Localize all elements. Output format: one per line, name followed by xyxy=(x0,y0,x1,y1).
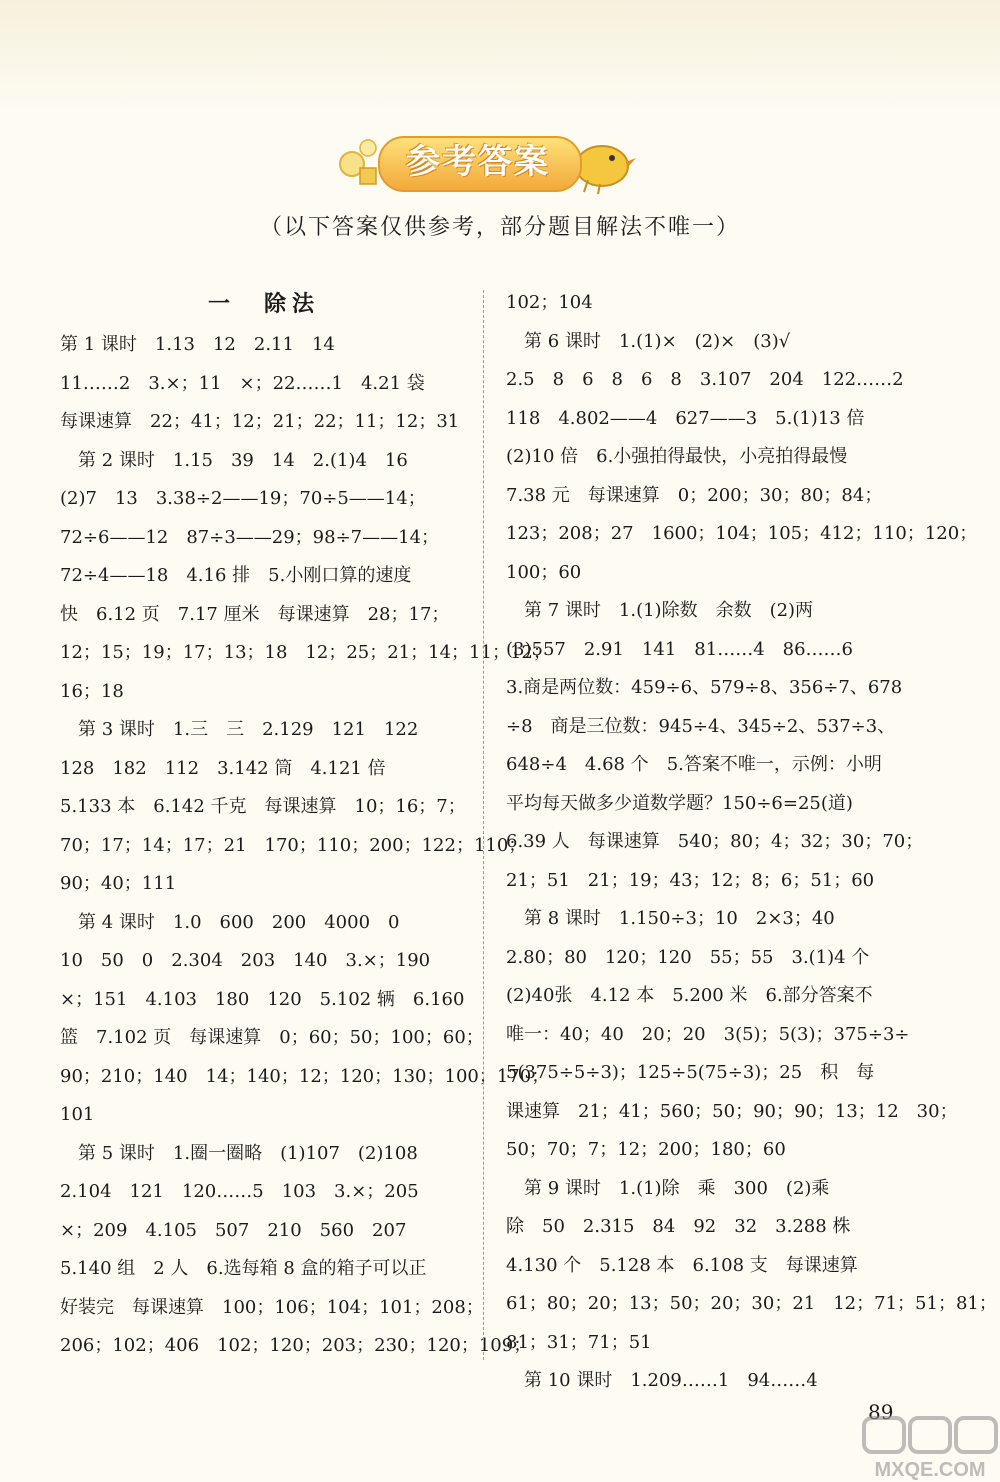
answer-line: 5(375÷5÷3)；125÷5(75÷3)；25 积 每 xyxy=(506,1062,875,1083)
answer-line: 平均每天做多少道数学题？150÷6=25(道) xyxy=(506,792,853,814)
section-title: 一 除法 xyxy=(207,291,320,317)
answer-line: 7.38 元 每课速算 0；200；30；80；84； xyxy=(506,484,883,506)
answer-line: 第 5 课时 1.圈一圈略 (1)107 (2)108 xyxy=(60,1142,418,1164)
answer-line: 好装完 每课速算 100；106；104；101；208； xyxy=(60,1296,484,1318)
answer-line: (3)557 2.91 141 81……4 86……6 xyxy=(506,638,854,660)
answer-line: 61；80；20；13；50；20；30；21 12；71；51；81； xyxy=(506,1293,997,1314)
answer-line: 第 4 课时 1.0 600 200 4000 0 xyxy=(60,911,400,933)
answer-line: (2)7 13 3.38÷2——19；70÷5——14； xyxy=(60,488,426,509)
answer-line: 课速算 21；41；560；50；90；90；13；12 30； xyxy=(506,1100,958,1122)
answer-line: 21；51 21；19；43；12；8；6；51；60 xyxy=(506,869,875,891)
answer-line: 篮 7.102 页 每课速算 0；60；50；100；60； xyxy=(60,1027,484,1048)
answer-line: 5.133 本 6.142 千克 每课速算 10；16；7； xyxy=(60,796,466,817)
answer-line: 123；208；27 1600；104；105；412；110；120； xyxy=(506,523,978,544)
answer-line: 102；104 xyxy=(506,292,593,313)
answer-line: 6.39 人 每课速算 540；80；4；32；30；70； xyxy=(506,831,924,852)
answer-line: ÷8 商是三位数：945÷4、345÷2、537÷3、 xyxy=(506,715,896,737)
answer-line: 101 xyxy=(60,1104,95,1125)
answer-line: 5.140 组 2 人 6.选每箱 8 盒的箱子可以正 xyxy=(60,1258,427,1279)
answer-line: ×；151 4.103 180 120 5.102 辆 6.160 xyxy=(60,988,465,1010)
answer-line: 唯一：40；40 20；20 3(5)；5(3)；375÷3÷ xyxy=(506,1023,910,1045)
answer-line: 第 3 课时 1.三 三 2.129 121 122 xyxy=(60,719,419,740)
answer-line: ×；209 4.105 507 210 560 207 xyxy=(60,1219,407,1241)
answer-line: 10 50 0 2.304 203 140 3.×；190 xyxy=(60,950,431,971)
watermark-text: MXQE.COM xyxy=(874,1459,986,1481)
answer-line: (2)10 倍 6.小强拍得最快，小亮拍得最慢 xyxy=(506,446,848,467)
answer-line: 90；40；111 xyxy=(60,873,177,894)
answer-line: 第 2 课时 1.15 39 14 2.(1)4 16 xyxy=(60,449,408,471)
answer-line: 206；102；406 102；120；203；230；120；109； xyxy=(60,1335,532,1356)
answer-line: 第 9 课时 1.(1)除 乘 300 (2)乘 xyxy=(506,1177,830,1199)
answer-banner xyxy=(330,128,640,198)
answer-line: 2.104 121 120……5 103 3.×；205 xyxy=(60,1181,419,1202)
answer-line: 16；18 xyxy=(60,680,124,702)
answer-line: 3.商是两位数：459÷6、579÷8、356÷7、678 xyxy=(506,677,903,698)
answer-line: 每课速算 22；41；12；21；22；11；12；31 xyxy=(60,411,460,432)
answer-line: 第 1 课时 1.13 12 2.11 14 xyxy=(60,334,335,355)
right-answer-column xyxy=(506,284,997,1401)
column-divider xyxy=(483,290,484,1360)
page-title: 参考答案 xyxy=(406,142,550,182)
answer-line: 第 10 课时 1.209……1 94……4 xyxy=(506,1370,818,1391)
answer-line: 70；17；14；17；21 170；110；200；122；110； xyxy=(60,834,527,856)
page-number: 89 xyxy=(868,1400,894,1424)
answer-line: 4.130 个 5.128 本 6.108 支 每课速算 xyxy=(506,1254,858,1276)
answer-line: 2.80；80 120；120 55；55 3.(1)4 个 xyxy=(506,946,870,968)
answer-line: 12；15；19；17；13；18 12；25；21；14；11；12； xyxy=(60,642,551,663)
answer-line: 72÷6——12 87÷3——29；98÷7——14； xyxy=(60,526,440,548)
answer-line: 118 4.802——4 627——3 5.(1)13 倍 xyxy=(506,407,865,429)
page-subtitle: （以下答案仅供参考，部分题目解法不唯一） xyxy=(259,215,740,240)
answer-line: 50；70；7；12；200；180；60 xyxy=(506,1139,786,1160)
answer-line: 除 50 2.315 84 92 32 3.288 株 xyxy=(506,1216,851,1237)
answer-line: 11……2 3.×；11 ×；22……1 4.21 袋 xyxy=(60,372,425,394)
page-top-shade xyxy=(0,0,1000,110)
answer-line: (2)40张 4.12 本 5.200 米 6.部分答案不 xyxy=(506,985,873,1006)
answer-line: 100；60 xyxy=(506,561,582,583)
answer-line: 90；210；140 14；140；12；120；130；100；170； xyxy=(60,1065,550,1087)
watermark-logo-icon xyxy=(860,1414,1000,1482)
answer-line: 72÷4——18 4.16 排 5.小刚口算的速度 xyxy=(60,565,412,586)
answer-line: 快 6.12 页 7.17 厘米 每课速算 28；17； xyxy=(60,603,450,625)
answer-line: 第 6 课时 1.(1)× (2)× (3)√ xyxy=(506,330,791,352)
answer-line: 2.5 8 6 8 6 8 3.107 204 122……2 xyxy=(506,369,904,390)
answer-line: 81；31；71；51 xyxy=(506,1331,652,1353)
answer-line: 第 7 课时 1.(1)除数 余数 (2)两 xyxy=(506,600,814,621)
answer-line: 128 182 112 3.142 筒 4.121 倍 xyxy=(60,757,386,779)
answer-line: 第 8 课时 1.150÷3；10 2×3；40 xyxy=(506,908,835,929)
answer-line: 648÷4 4.68 个 5.答案不唯一，示例：小明 xyxy=(506,754,882,775)
